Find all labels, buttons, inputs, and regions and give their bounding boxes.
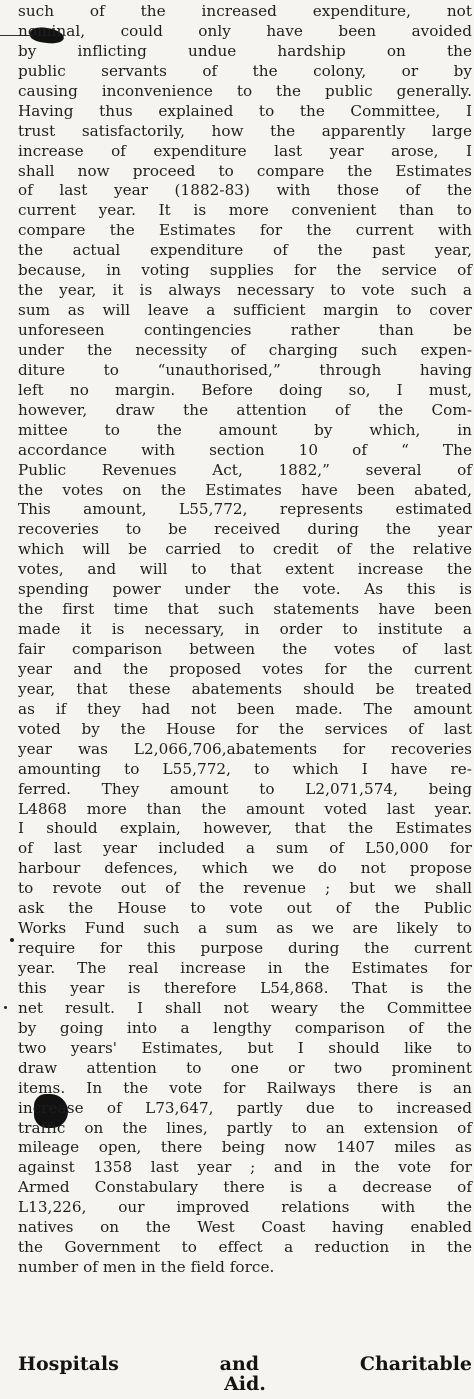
- section-heading-line-2: Aid.: [224, 1373, 266, 1395]
- text-line: nominal, could only have been avoided: [18, 21, 472, 40]
- text-line: net result. I shall not weary the Committee: [18, 998, 472, 1017]
- text-line: harbour defences, which we do not propose: [18, 859, 472, 878]
- text-line: mittee to the amount by which, in: [18, 420, 472, 439]
- text-line: year and the proposed votes for the current: [18, 659, 472, 678]
- ink-speck: [4, 1006, 7, 1009]
- text-line: Armed Constabulary there is a decrease of: [18, 1178, 472, 1197]
- text-line: trust satisfactorily, how the apparently large: [18, 121, 472, 140]
- text-line: current year. It is more convenient than to: [18, 201, 472, 220]
- text-line: year was L2,066,706,abatements for recoveries: [18, 739, 472, 758]
- text-line: this year is therefore L54,868. That is the: [18, 978, 472, 997]
- text-line: of last year (1882-83) with those of the: [18, 181, 472, 200]
- text-line: traffic on the lines, partly to an extension of: [18, 1118, 472, 1137]
- text-line: increase of expenditure last year arose, I: [18, 141, 472, 160]
- text-line: ask the House to vote out of the Public: [18, 899, 472, 918]
- text-line: voted by the House for the services of last: [18, 719, 472, 738]
- section-heading-line-1: Hospitals and Charitable: [18, 1353, 472, 1375]
- text-line: increase of L73,647, partly due to increased: [18, 1098, 472, 1117]
- text-line: I should explain, however, that the Estimates: [18, 819, 472, 838]
- text-line: sum as will leave a sufficient margin to cover: [18, 301, 472, 320]
- text-line: made it is necessary, in order to institute a: [18, 620, 472, 639]
- text-line: unforeseen contingencies rather than be: [18, 321, 472, 339]
- text-line: two years' Estimates, but I should like to: [18, 1038, 472, 1057]
- text-line: accordance with section 10 of “ The: [18, 440, 472, 459]
- text-line: natives on the West Coast having enabled: [18, 1218, 472, 1237]
- text-line: such of the increased expenditure, not: [18, 2, 472, 20]
- text-line: amounting to L55,772, to which I have re-: [18, 759, 472, 778]
- text-line: Having thus explained to the Committee, I: [18, 101, 472, 120]
- text-line: the first time that such statements have been: [18, 600, 472, 619]
- text-line: Works Fund such a sum as we are likely to: [18, 919, 472, 938]
- text-line: diture to “unauthorised,” through having: [18, 360, 472, 379]
- text-line: to revote out of the revenue ; but we shall: [18, 879, 472, 898]
- text-line: however, draw the attention of the Com-: [18, 400, 472, 419]
- text-line: ferred. They amount to L2,071,574, being: [18, 779, 472, 798]
- text-line: which will be carried to credit of the relative: [18, 540, 472, 559]
- text-line: of last year included a sum of L50,000 for: [18, 839, 472, 858]
- text-line: spending power under the vote. As this is: [18, 580, 472, 599]
- text-line: compare the Estimates for the current with: [18, 221, 472, 240]
- text-line: Public Revenues Act, 1882,” several of: [18, 460, 472, 479]
- text-line: against 1358 last year ; and in the vote for: [18, 1158, 472, 1177]
- text-line: public servants of the colony, or by: [18, 61, 472, 80]
- text-line: fair comparison between the votes of last: [18, 640, 472, 658]
- text-line: year, that these abatements should be treated: [18, 679, 472, 698]
- text-line: left no margin. Before doing so, I must,: [18, 380, 472, 399]
- text-line: require for this purpose during the current: [18, 939, 472, 958]
- text-line: the actual expenditure of the past year,: [18, 241, 472, 260]
- text-line: by inflicting undue hardship on the: [18, 41, 472, 60]
- section-heading: [18, 1354, 472, 1394]
- text-line: the votes on the Estimates have been abated,: [18, 480, 472, 499]
- text-line: by going into a lengthy comparison of the: [18, 1018, 472, 1037]
- text-line: under the necessity of charging such expen-: [18, 340, 472, 359]
- text-line: L13,226, our improved relations with the: [18, 1198, 472, 1217]
- text-line: This amount, L55,772, represents estimated: [18, 500, 472, 519]
- text-line: votes, and will to that extent increase the: [18, 560, 472, 579]
- text-line: draw attention to one or two prominent: [18, 1058, 472, 1077]
- text-line: year. The real increase in the Estimates for: [18, 959, 472, 977]
- text-line: as if they had not been made. The amount: [18, 699, 472, 718]
- text-line: L4868 more than the amount voted last year.: [18, 799, 472, 818]
- ink-speck: [10, 938, 14, 942]
- text-line: the Government to effect a reduction in the: [18, 1238, 472, 1257]
- text-line: items. In the vote for Railways there is an: [18, 1078, 472, 1097]
- text-line: causing inconvenience to the public generally.: [18, 81, 472, 100]
- text-line: because, in voting supplies for the service of: [18, 261, 472, 280]
- text-line: the year, it is always necessary to vote such a: [18, 281, 472, 300]
- text-line: number of men in the field force.: [18, 1258, 275, 1277]
- text-line: shall now proceed to compare the Estimates: [18, 161, 472, 180]
- article-body: [18, 2, 472, 1278]
- text-line: mileage open, there being now 1407 miles as: [18, 1138, 472, 1157]
- text-line: recoveries to be received during the year: [18, 520, 472, 539]
